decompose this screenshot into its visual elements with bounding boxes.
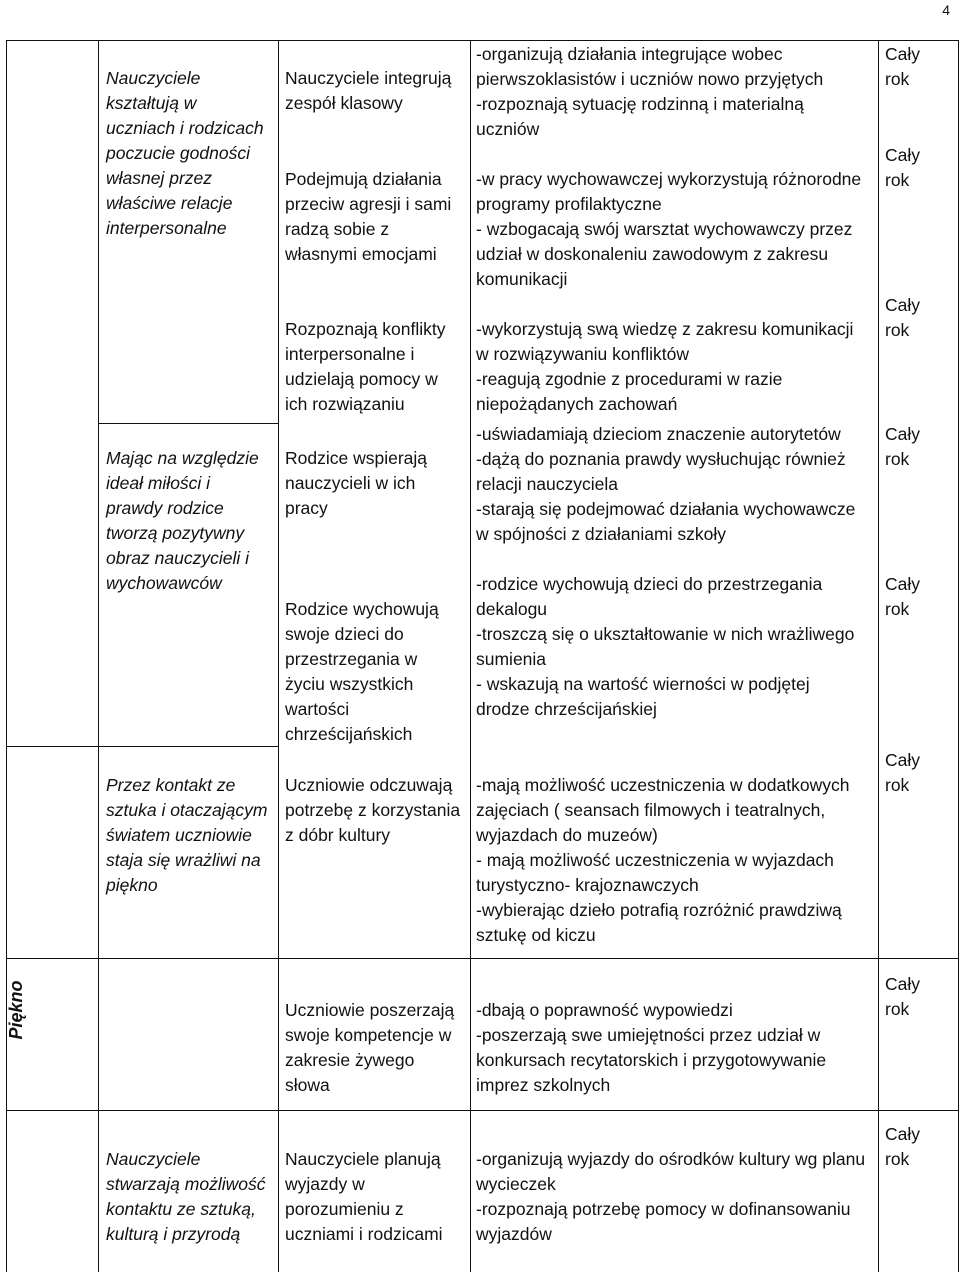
term-cell: Cały rok — [885, 424, 921, 469]
term-cell: Cały rok — [885, 574, 921, 619]
actions-cell: -w pracy wychowawczej wykorzystują różnorodne programy profilaktyczne - wzbogacają swój warsztat wychowawczy przez udział w doskonaleniu zawodowym z zakresu komunikacji — [476, 169, 862, 289]
goal-cell: Nauczyciele stwarzają możliwość kontaktu ze sztuką, kulturą i przyrodą — [106, 1149, 266, 1244]
table-divider — [278, 40, 279, 1272]
goal-cell: Przez kontakt ze sztuka i otaczającym światem uczniowie staja się wrażliwi na piękno — [106, 775, 268, 895]
page-number: 4 — [942, 2, 950, 18]
outcome-cell: Rodzice wychowują swoje dzieci do przestrzegania w życiu wszystkich wartości chrześcijańskich — [285, 599, 439, 744]
actions-cell: -mają możliwość uczestniczenia w dodatkowych zajęciach ( seansach filmowych i teatralnych, wyjazdach do muzeów) - mają możliwość uczestniczenia w wyjazdach turystyczno- krajoznawczych -wybierając dzieło potrafią rozróżnić prawdziwą sztukę od kiczu — [476, 775, 850, 945]
row-divider — [6, 958, 959, 959]
outcome-cell: Uczniowie odczuwają potrzebę z korzystania z dóbr kultury — [285, 775, 461, 845]
actions-cell: -organizują działania integrujące wobec pierwszoklasistów i uczniów nowo przyjętych -rozpoznają sytuację rodzinną i materialną uczniów — [476, 44, 824, 139]
outcome-cell: Nauczyciele planują wyjazdy w porozumieniu z uczniami i rodzicami — [285, 1149, 443, 1244]
outcome-cell: Uczniowie poszerzają swoje kompetencje w zakresie żywego słowa — [285, 1000, 455, 1095]
table-divider — [470, 40, 471, 1272]
outcome-cell: Rozpoznają konflikty interpersonalne i udzielają pomocy w ich rozwiązaniu — [285, 319, 446, 414]
actions-cell: -rodzice wychowują dzieci do przestrzegania dekalogu -troszczą się o ukształtowanie w nich wrażliwego sumienia - wskazują na wartość wierności w podjętej drodze chrześcijańskiej — [476, 574, 855, 719]
actions-cell: -wykorzystują swą wiedzę z zakresu komunikacji w rozwiązywaniu konfliktów -reagują zgodnie z procedurami w razie niepożądanych zachowań — [476, 319, 854, 414]
outcome-cell: Rodzice wspierają nauczycieli w ich pracy — [285, 448, 428, 518]
table-divider — [878, 40, 879, 1272]
actions-cell: -organizują wyjazdy do ośrodków kultury wg planu wycieczek -rozpoznają potrzebę pomocy w dofinansowaniu wyjazdów — [476, 1149, 866, 1244]
table-divider — [98, 40, 99, 1272]
term-cell: Cały rok — [885, 44, 921, 89]
goal-cell: Nauczyciele kształtują w uczniach i rodzicach poczucie godności własnej przez właściwe relacje interpersonalne — [106, 68, 264, 238]
term-cell: Cały rok — [885, 1124, 921, 1169]
row-divider — [6, 746, 278, 747]
section-label: Piękno — [6, 980, 26, 1040]
actions-cell: -dbają o poprawność wypowiedzi -poszerzają swe umiejętności przez udział w konkursach recytatorskich i przygotowywanie imprez szkolnych — [476, 1000, 827, 1095]
actions-cell: -uświadamiają dzieciom znaczenie autorytetów -dążą do poznania prawdy wysłuchując również relacji nauczyciela -starają się podejmować działania wychowawcze w spójności z działaniami szkoły — [476, 424, 856, 544]
table-border-right — [958, 40, 959, 1272]
table-border-left — [6, 40, 7, 1272]
row-divider — [98, 423, 278, 424]
term-cell: Cały rok — [885, 145, 921, 190]
goal-cell: Mając na względzie ideał miłości i prawdy rodzice tworzą pozytywny obraz nauczycieli i wychowawców — [106, 448, 259, 593]
outcome-cell: Nauczyciele integrują zespół klasowy — [285, 68, 452, 113]
term-cell: Cały rok — [885, 750, 921, 795]
outcome-cell: Podejmują działania przeciw agresji i sami radzą sobie z własnymi emocjami — [285, 169, 452, 264]
term-cell: Cały rok — [885, 295, 921, 340]
row-divider — [6, 1110, 959, 1111]
term-cell: Cały rok — [885, 974, 921, 1019]
table-border-top — [6, 40, 959, 41]
